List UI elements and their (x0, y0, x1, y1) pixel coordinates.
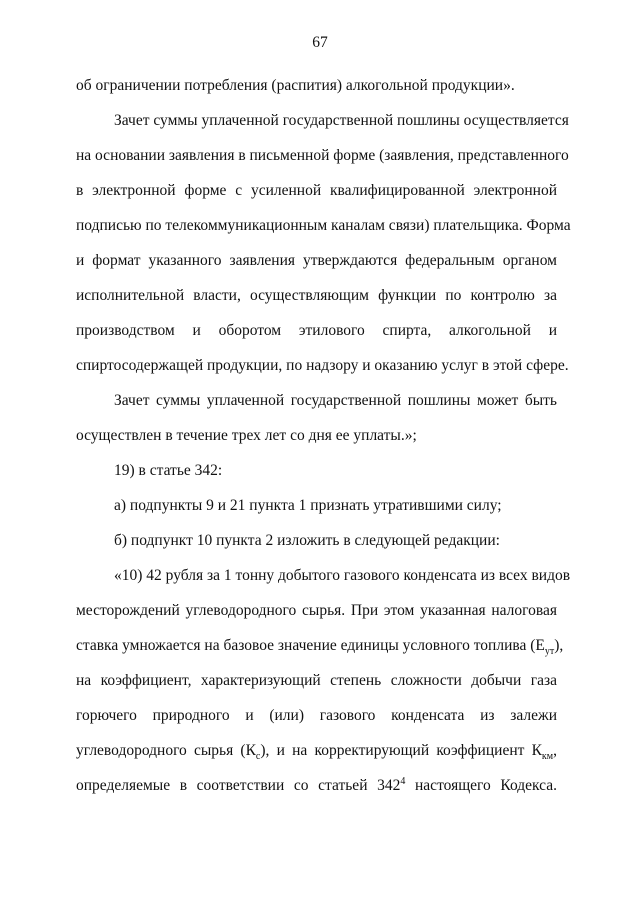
text-line-13: а) подпункты 9 и 21 пункта 1 признать утратившими силу; (114, 497, 502, 514)
text-run: , (553, 742, 557, 759)
text-run: ставка умножается на базовое значение единицы условного топлива (Е (76, 637, 545, 654)
text-line-8: производством и оборотом этилового спирта, алкогольной и (76, 322, 557, 339)
text-line-2: Зачет суммы уплаченной государственной пошлины осуществляется (114, 112, 569, 129)
subscript: км (541, 751, 554, 763)
text-run: углеводородного сырья (К (76, 742, 256, 759)
superscript: 4 (400, 775, 406, 787)
text-line-19: горючего природного и (или) газового конденсата из залежи (76, 707, 557, 724)
text-line-1: об ограничении потребления (распития) алкогольной продукции». (76, 77, 515, 94)
text-line-16: месторождений углеводородного сырья. При этом указанная налоговая (76, 602, 557, 619)
text-line-12: 19) в статье 342: (114, 462, 223, 479)
text-run: ), и на корректирующий коэффициент К (260, 742, 542, 759)
text-line-7: исполнительной власти, осуществляющим функции по контролю за (76, 287, 557, 304)
text-line-9: спиртосодержащей продукции, по надзору и оказанию услуг в этой сфере. (76, 357, 569, 374)
text-run: ), (554, 637, 564, 654)
text-line-3: на основании заявления в письменной форме (заявления, представленного (76, 147, 569, 164)
text-line-18: на коэффициент, характеризующий степень сложности добычи газа (76, 672, 557, 689)
text-line-14: б) подпункт 10 пункта 2 изложить в следующей редакции: (114, 532, 500, 549)
text-line-21 (76, 776, 557, 796)
text-line-15: «10) 42 рубля за 1 тонну добытого газового конденсата из всех видов (114, 567, 571, 584)
text-line-20 (76, 741, 557, 761)
text-line-10: Зачет суммы уплаченной государственной пошлины может быть (114, 392, 557, 409)
text-line-11: осуществлен в течение трех лет со дня ее уплаты.»; (76, 427, 417, 444)
text-line-17 (76, 636, 564, 658)
text-run: определяемые в соответствии со статьей 342 (76, 777, 401, 794)
text-line-4: в электронной форме с усиленной квалифицированной электронной (76, 182, 557, 199)
page-number: 67 (312, 34, 328, 51)
text-line-6: и формат указанного заявления утверждаются федеральным органом (76, 252, 557, 269)
subscript: с (255, 751, 261, 763)
text-line-5: подписью по телекоммуникационным каналам связи) плательщика. Форма (76, 217, 571, 234)
text-run: настоящего Кодекса. (405, 777, 557, 794)
subscript: ут (544, 646, 555, 658)
